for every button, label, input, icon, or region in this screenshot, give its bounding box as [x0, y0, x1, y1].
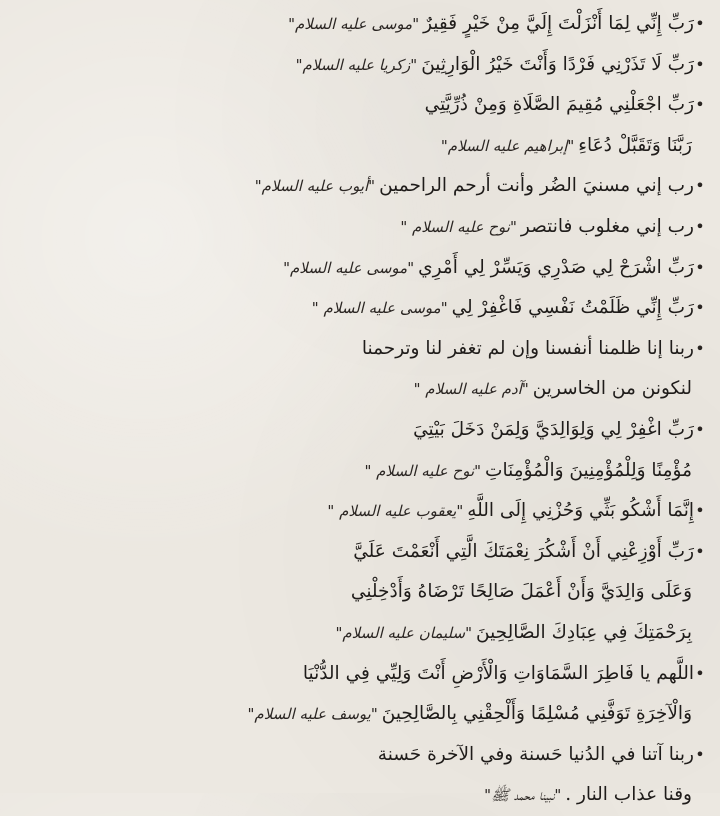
dua-line: [14, 207, 706, 248]
dua-line: [14, 613, 706, 654]
dua-text: وَعَلَى وَالِدَيَّ وَأَنْ أَعْمَلَ صَالِحًا تَرْضَاهُ وَأَدْخِلْنِي: [350, 581, 692, 603]
dua-text: رب إني مسنيَ الضُر وأنت أرحم الراحمين: [379, 175, 694, 197]
dua-text: اللَّهم يا فَاطِرَ السَّمَاوَاتِ وَالْأَرْضِ أَنْتَ وَلِيِّي فِي الدُّنْيَا: [302, 662, 694, 684]
bullet-icon: •: [695, 216, 705, 236]
dua-text: وقنا عذاب النار .: [565, 784, 692, 806]
bullet-icon: •: [695, 744, 705, 764]
prophet-attribution: "موسى عليه السلام ": [311, 299, 448, 318]
dua-text: ربنا آتنا في الدُنيا حَسنة وفي الآخرة حَسنة: [377, 743, 694, 765]
dua-line: [14, 451, 706, 492]
prophet-attribution: "إبراهيم عليه السلام": [440, 136, 575, 155]
dua-line: [14, 248, 706, 289]
dua-text: مُؤْمِنًا وَلِلْمُؤْمِنِينَ وَالْمُؤْمِنَاتِ: [485, 459, 692, 481]
dua-text: رَبِّ اشْرَحْ لِي صَدْرِي وَيَسِّرْ لِي أَمْرِي: [418, 256, 694, 278]
dua-line: [14, 532, 706, 573]
dua-text: بِرَحْمَتِكَ فِي عِبَادِكَ الصَّالِحِينَ: [475, 621, 692, 643]
bullet-icon: •: [695, 541, 705, 561]
bullet-icon: •: [695, 663, 705, 683]
prophet-attribution: "يوسف عليه السلام": [247, 705, 378, 724]
prophet-attribution: "سليمان عليه السلام": [335, 623, 472, 642]
dua-text: وَالْآخِرَةِ تَوَفَّنِي مُسْلِمًا وَأَلْحِقْنِي بِالصَّالِحِينَ: [381, 703, 692, 725]
dua-line: [14, 166, 706, 207]
dua-text: رَبِّ أَوْزِعْنِي أَنْ أَشْكُرَ نِعْمَتَكَ الَّتِي أَنْعَمْتَ عَلَيَّ: [353, 540, 694, 562]
prophet-attribution: "يعقوب عليه السلام ": [327, 502, 464, 521]
dua-text: إِنَّمَا أَشْكُو بَثِّي وَحُزْنِي إِلَى اللَّهِ: [467, 500, 694, 522]
dua-list: [14, 4, 706, 816]
prophet-attribution: "نوح عليه السلام ": [400, 217, 517, 236]
bullet-icon: •: [695, 95, 705, 115]
dua-line: [14, 694, 706, 735]
bullet-icon: •: [695, 54, 705, 74]
bullet-icon: •: [695, 14, 705, 33]
dua-line: [14, 329, 706, 370]
prophet-attribution: "نوح عليه السلام ": [364, 461, 482, 480]
dua-text: رب إني مغلوب فانتصر: [520, 215, 694, 237]
dua-text: رَبِّ لَا تَذَرْنِي فَرْدًا وَأَنْتَ خَيْرُ الْوَارِثِينَ: [421, 53, 694, 75]
dua-line: [14, 775, 706, 816]
prophet-attribution: "موسى عليه السلام": [288, 15, 420, 33]
dua-line: [14, 572, 706, 613]
prophet-attribution: "آدم عليه السلام ": [413, 380, 529, 399]
dua-text: رَبِّ إِنِّي ظَلَمْتُ نَفْسِي فَاغْفِرْ لِي: [451, 297, 694, 319]
dua-line: [14, 491, 706, 532]
dua-line: [14, 45, 706, 86]
bullet-icon: •: [695, 419, 705, 439]
bullet-icon: •: [695, 338, 705, 358]
dua-line: [14, 126, 706, 167]
prophet-attribution: "زكريا عليه السلام": [295, 55, 418, 74]
prophet-attribution: "موسى عليه السلام": [283, 258, 415, 277]
dua-text: رَبَّنَا وَتَقَبَّلْ دُعَاءِ: [578, 134, 692, 156]
dua-line: [14, 4, 706, 45]
prophet-attribution: "نبينا محمد ﷺ": [484, 786, 562, 805]
bullet-icon: •: [695, 298, 705, 318]
dua-text: رَبِّ إِنِّي لِمَا أَنْزَلْتَ إِلَيَّ مِنْ خَيْرٍ فَقِيرٌ: [423, 13, 694, 34]
bullet-icon: •: [695, 176, 705, 196]
dua-text: رَبِّ اغْفِرْ لِي وَلِوَالِدَيَّ وَلِمَنْ دَخَلَ بَيْتِيَ: [413, 418, 694, 440]
dua-line: [14, 369, 706, 410]
dua-line: [14, 410, 706, 451]
dua-line: [14, 654, 706, 695]
bullet-icon: •: [695, 257, 705, 277]
dua-line: [14, 288, 706, 329]
bullet-icon: •: [695, 501, 705, 521]
dua-line: [14, 735, 706, 776]
dua-text: رَبِّ اجْعَلْنِي مُقِيمَ الصَّلَاةِ وَمِنْ ذُرِّيَّتِي: [424, 94, 694, 116]
prophet-attribution: "أيوب عليه السلام": [254, 177, 376, 196]
dua-text: لنكونن من الخاسرين: [532, 378, 692, 400]
dua-text: ربنا إنا ظلمنا أنفسنا وإن لم تغفر لنا وترحمنا: [361, 337, 694, 359]
dua-line: [14, 85, 706, 126]
